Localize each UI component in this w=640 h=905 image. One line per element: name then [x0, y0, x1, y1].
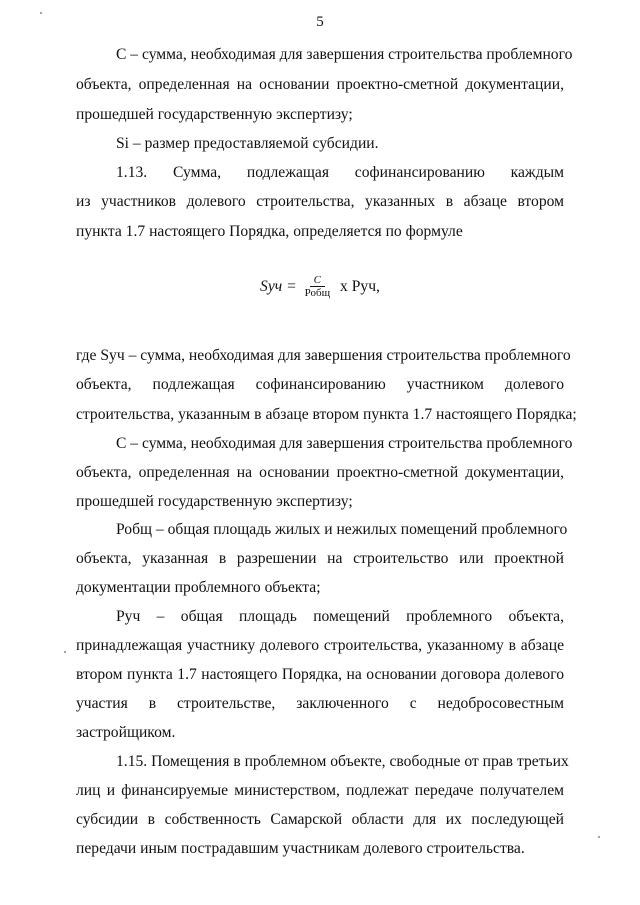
scan-speck	[64, 651, 66, 653]
text-line: из участников долевого строительства, указанных в абзаце втором	[76, 193, 564, 210]
formula	[0, 274, 640, 299]
formula-fraction	[303, 274, 332, 299]
text-line: строительства, указанным в абзаце втором пункта 1.7 настоящего Порядка;	[76, 406, 577, 423]
text-line: объекта, определенная на основании проектно-сметной документации,	[76, 464, 564, 481]
scan-speck	[40, 12, 42, 14]
formula-denominator: Робщ	[304, 287, 331, 299]
text-line: объекта, указанная в разрешении на строительство или проектной	[76, 550, 564, 567]
text-line: лиц и финансируемые министерством, подлежат передаче получателем	[76, 782, 564, 799]
formula-rhs: х Руч,	[340, 277, 380, 295]
text-line: где Sуч – сумма, необходимая для завершения строительства проблемного	[76, 347, 571, 364]
formula-lhs: Sуч =	[260, 277, 297, 295]
text-line: С – сумма, необходимая для завершения строительства проблемного	[116, 46, 573, 63]
text-line: принадлежащая участнику долевого строительства, указанному в абзаце	[76, 637, 564, 654]
scan-speck	[598, 836, 600, 838]
text-line: передачи иным пострадавшим участникам долевого строительства.	[76, 840, 525, 857]
text-line: Руч – общая площадь помещений проблемного объекта,	[116, 608, 564, 625]
text-line: пункта 1.7 настоящего Порядка, определяется по формуле	[76, 223, 463, 240]
page-number: 5	[316, 14, 324, 30]
text-line: прошедшей государственную экспертизу;	[76, 493, 353, 510]
clause-1-13-heading: 1.13. Сумма, подлежащая софинансированию каждым	[116, 164, 564, 181]
text-line: участия в строительстве, заключенного с недобросовестным	[76, 695, 564, 712]
text-line: субсидии в собственность Самарской области для их последующей	[76, 811, 564, 828]
text-line: втором пункта 1.7 настоящего Порядка, на основании договора долевого	[76, 666, 564, 683]
text-line: документации проблемного объекта;	[76, 579, 321, 596]
text-line: объекта, определенная на основании проектно-сметной документации,	[76, 76, 564, 93]
text-line: прошедшей государственную экспертизу;	[76, 106, 353, 123]
text-line: Робщ – общая площадь жилых и нежилых помещений проблемного	[116, 521, 568, 538]
clause-1-15-heading: 1.15. Помещения в проблемном объекте, свободные от прав третьих	[116, 753, 569, 770]
text-line: Si – размер предоставляемой субсидии.	[116, 135, 379, 152]
formula-numerator: С	[310, 274, 325, 287]
text-line: объекта, подлежащая софинансированию участником долевого	[76, 376, 564, 393]
text-line: застройщиком.	[76, 724, 176, 741]
text-line: С – сумма, необходимая для завершения строительства проблемного	[116, 435, 573, 452]
